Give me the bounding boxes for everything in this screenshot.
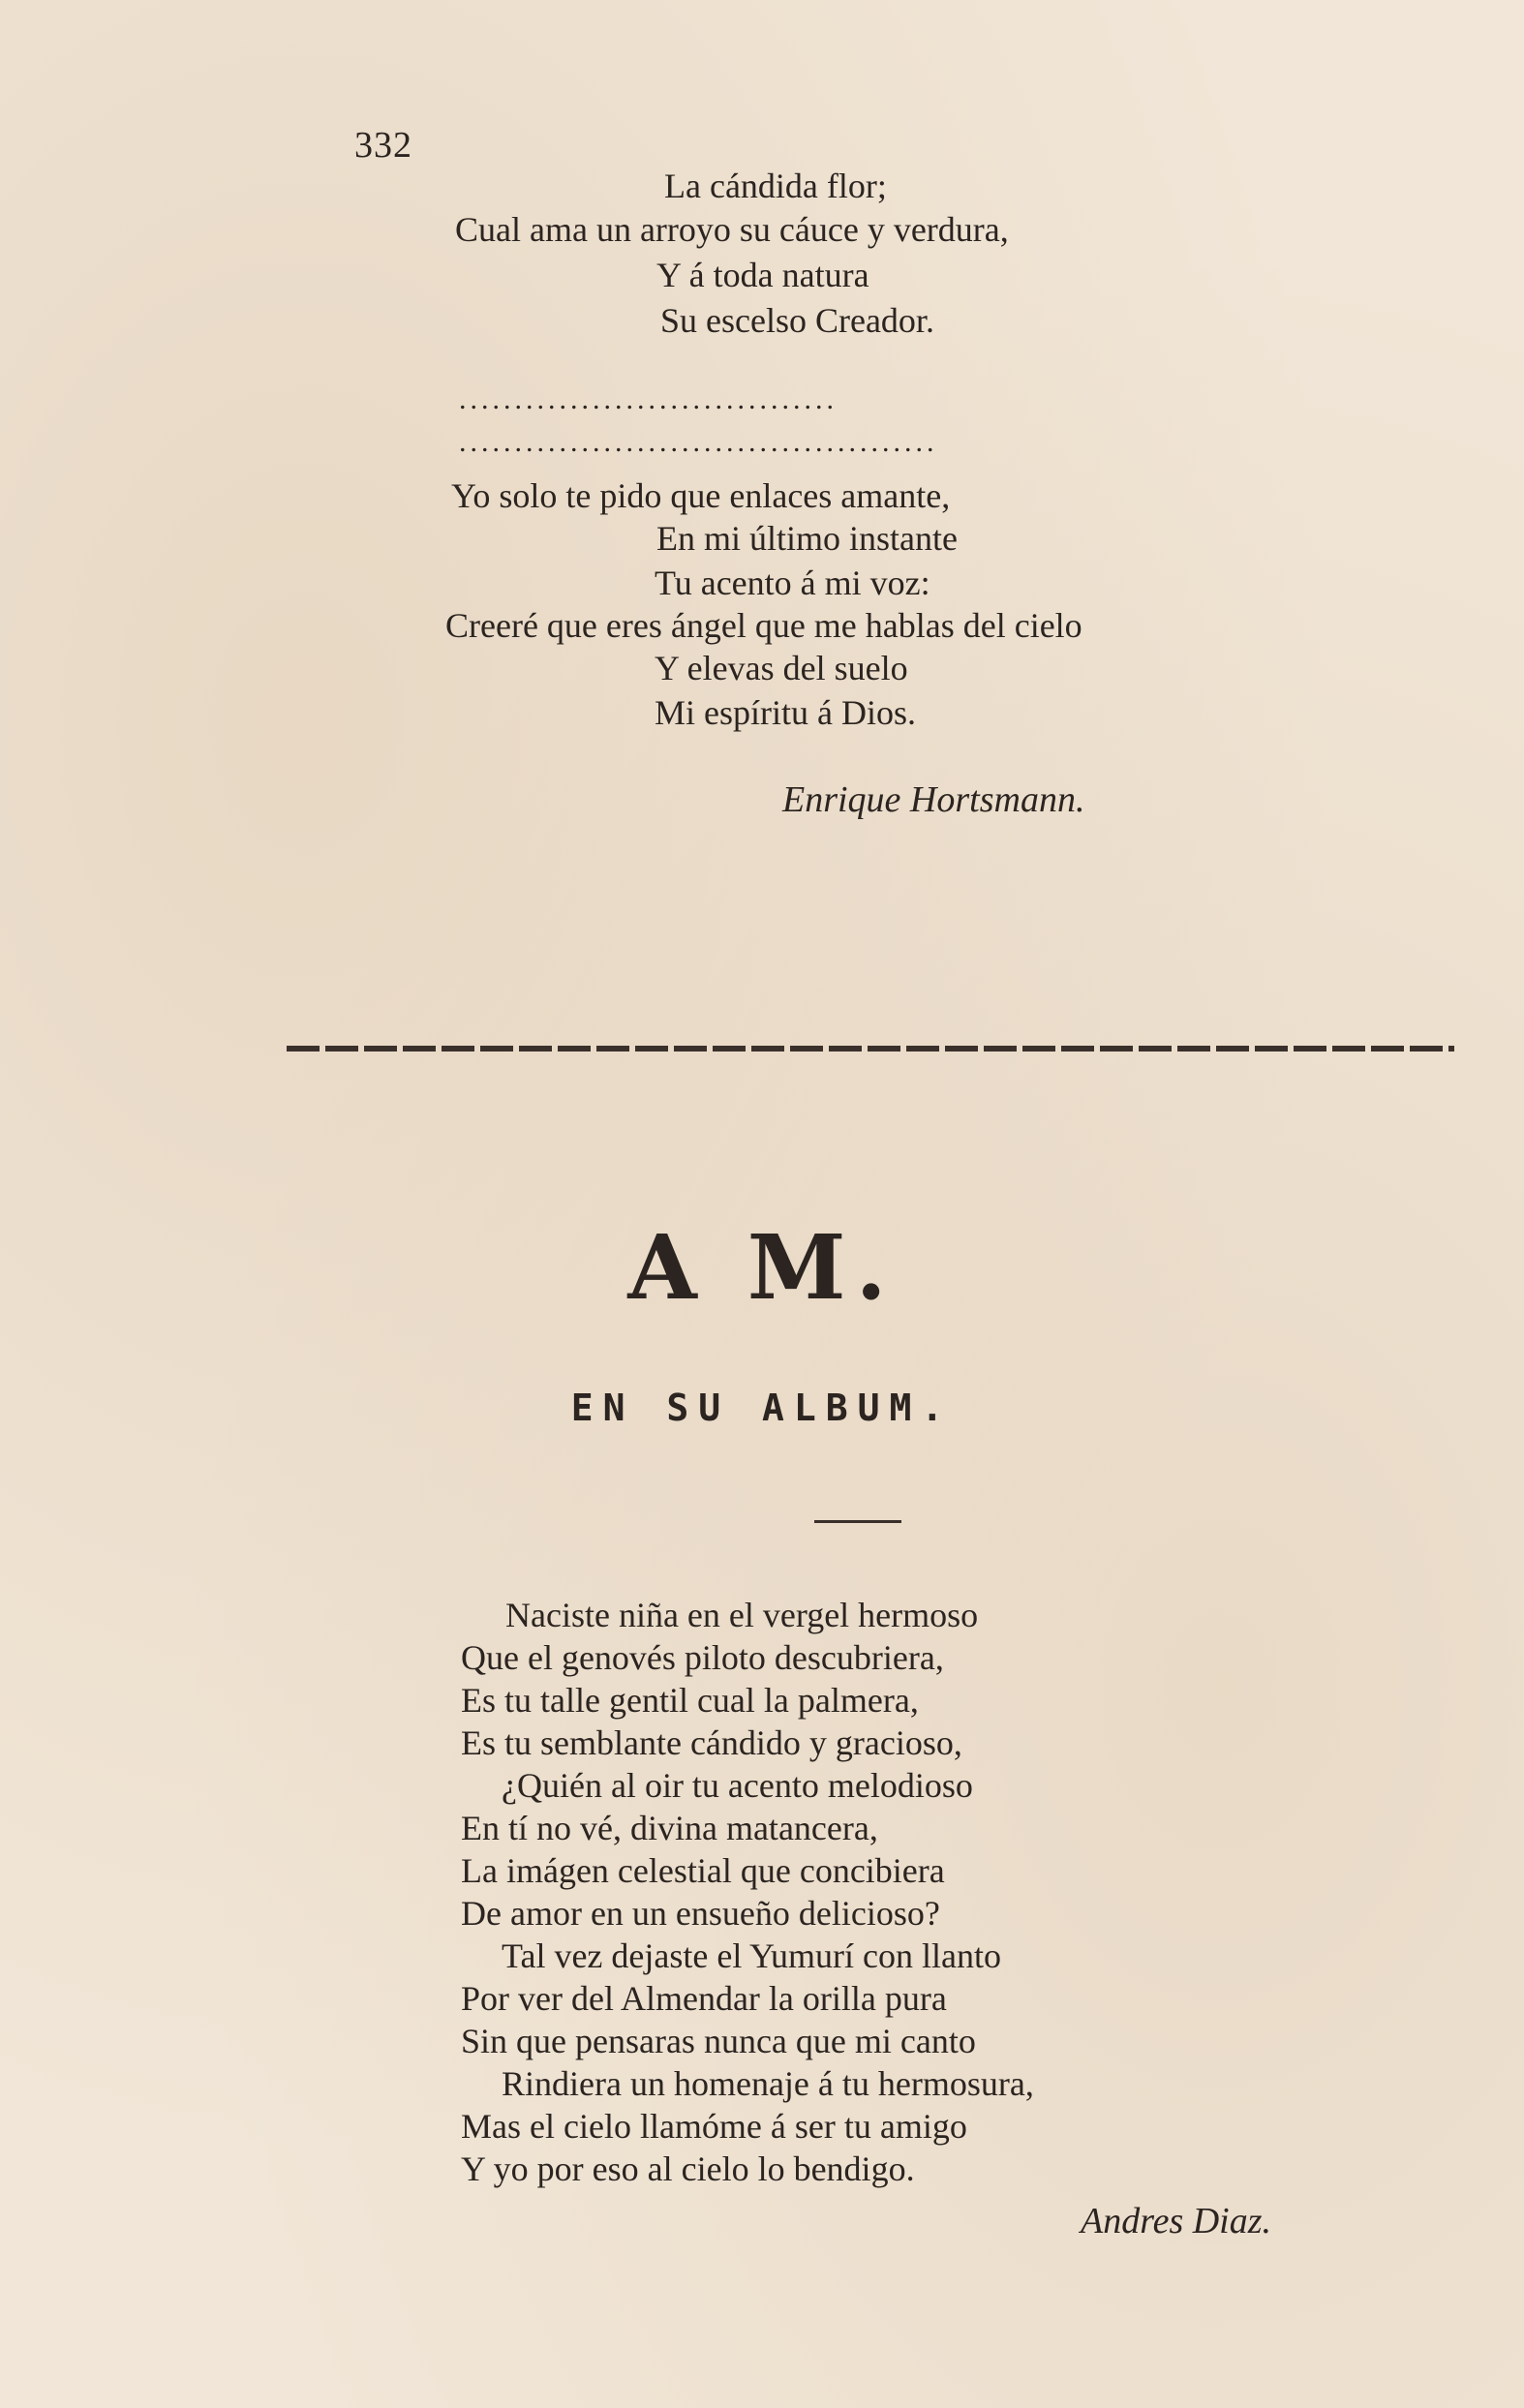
poem-line: Tal vez dejaste el Yumurí con llanto xyxy=(502,1936,1001,1975)
ellipsis-separator: ........................................... xyxy=(459,426,938,458)
poem-line: Que el genovés piloto descubriera, xyxy=(461,1638,944,1677)
poem-line: En tí no vé, divina matancera, xyxy=(461,1809,878,1847)
poem-line: Mas el cielo llamóme á ser tu amigo xyxy=(461,2107,967,2146)
poem-line: Por ver del Almendar la orilla pura xyxy=(461,1979,947,2018)
poem-line: Rindiera un homenaje á tu hermosura, xyxy=(502,2064,1034,2103)
poem-line: De amor en un ensueño delicioso? xyxy=(461,1894,940,1933)
poem-line: Cual ama un arroyo su cáuce y verdura, xyxy=(455,210,1009,249)
poem-line: ¿Quién al oir tu acento melodioso xyxy=(502,1766,973,1805)
poem-author: Enrique Hortsmann. xyxy=(782,779,1085,820)
poem-subtitle: EN SU ALBUM. xyxy=(570,1387,954,1429)
poem-line: Naciste niña en el vergel hermoso xyxy=(505,1596,979,1634)
poem-author: Andres Diaz. xyxy=(1081,2201,1272,2241)
title-rule xyxy=(814,1520,901,1523)
poem-line: La cándida flor; xyxy=(664,167,887,205)
poem-line: Yo solo te pido que enlaces amante, xyxy=(451,476,951,515)
poem-line: En mi último instante xyxy=(656,519,958,558)
poem-title: A M. xyxy=(627,1215,897,1320)
ellipsis-separator: .................................. xyxy=(459,383,838,415)
poem-line: Y á toda natura xyxy=(656,256,869,294)
page-number: 332 xyxy=(354,125,412,166)
section-divider xyxy=(287,1046,1454,1052)
poem-line: Su escelso Creador. xyxy=(660,301,934,340)
poem-line: Y elevas del suelo xyxy=(655,649,908,687)
poem-line: Tu acento á mi voz: xyxy=(655,564,930,602)
poem-line: Es tu semblante cándido y gracioso, xyxy=(461,1723,962,1762)
poem-line: Es tu talle gentil cual la palmera, xyxy=(461,1681,919,1720)
poem-line: Sin que pensaras nunca que mi canto xyxy=(461,2022,976,2060)
poem-line: La imágen celestial que concibiera xyxy=(461,1851,945,1890)
poem-line: Y yo por eso al cielo lo bendigo. xyxy=(461,2149,915,2188)
poem-line: Creeré que eres ángel que me hablas del cielo xyxy=(445,606,1082,645)
poem-line: Mi espíritu á Dios. xyxy=(655,693,916,732)
